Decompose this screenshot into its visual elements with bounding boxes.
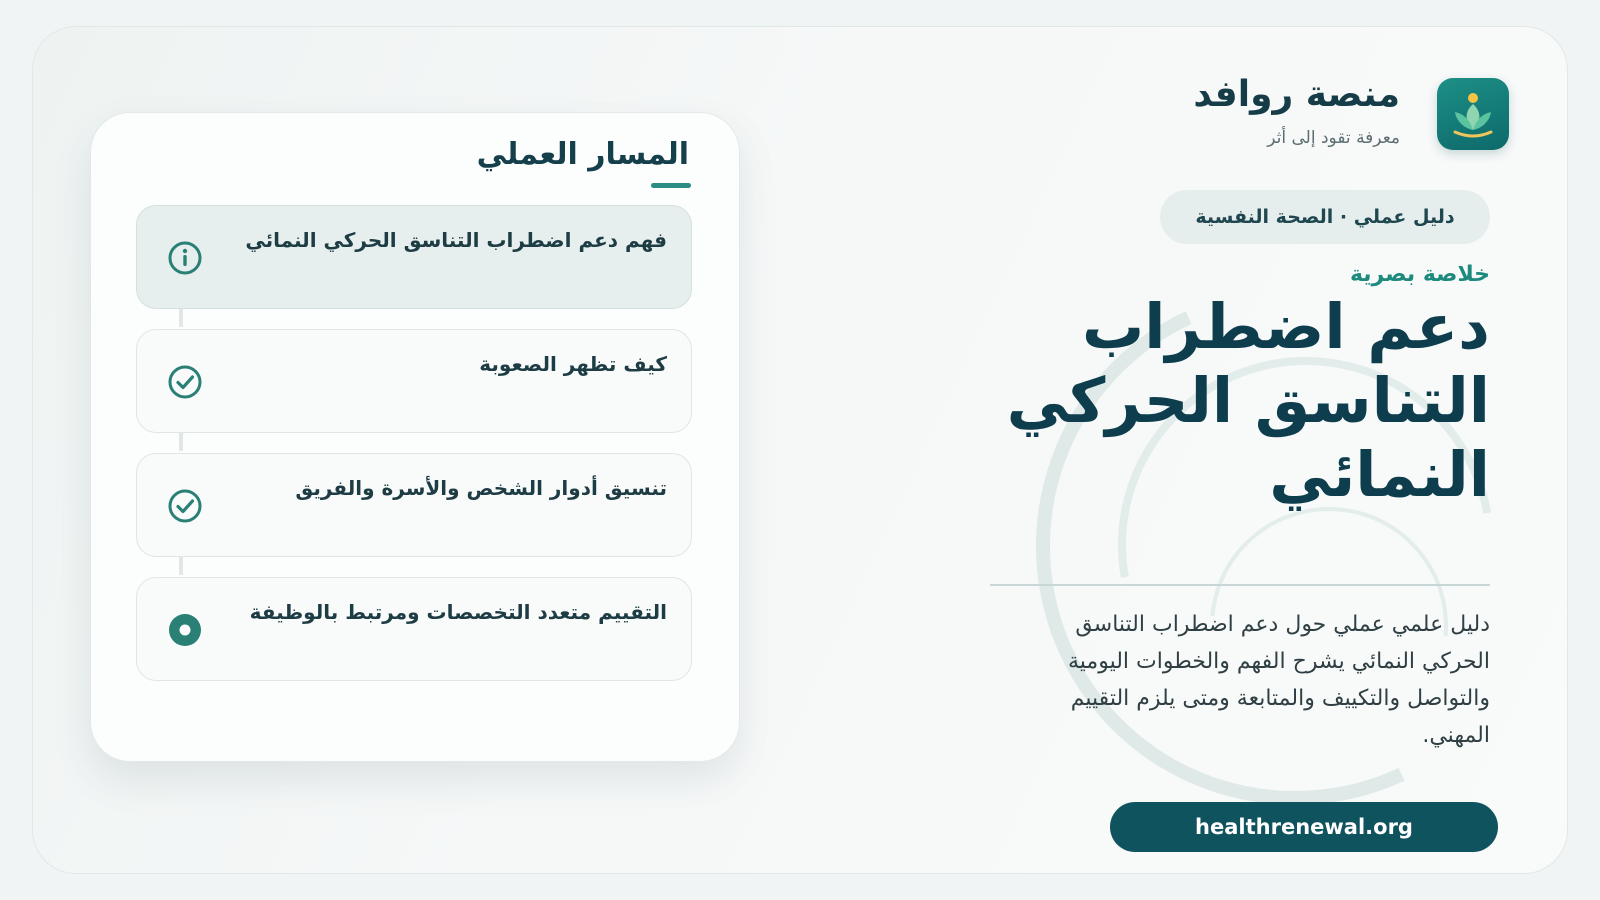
step-label: فهم دعم اضطراب التناسق الحركي النمائي xyxy=(245,228,667,252)
category-pill: دليل عملي · الصحة النفسية xyxy=(1160,190,1490,244)
divider xyxy=(990,584,1490,586)
step-item-roles[interactable] xyxy=(136,453,692,557)
step-item-understanding[interactable] xyxy=(136,205,692,309)
dot-circle-icon xyxy=(167,612,203,648)
step-connector xyxy=(179,431,183,451)
brand-name: منصة روافد xyxy=(1193,74,1400,115)
step-connector xyxy=(179,555,183,575)
step-label: التقييم متعدد التخصصات ومرتبط بالوظيفة xyxy=(249,600,667,624)
practical-path-card xyxy=(90,112,740,762)
step-item-how-it-appears[interactable] xyxy=(136,329,692,433)
card-title: المسار العملي xyxy=(476,137,689,172)
description-text: دليل علمي عملي حول دعم اضطراب التناسق الحركي النمائي يشرح الفهم والخطوات اليومية والتواصل والتكييف والمتابعة ومتى يلزم التقييم المهني. xyxy=(1068,612,1490,748)
title-underline xyxy=(651,183,691,188)
step-connector xyxy=(179,307,183,327)
website-link-button[interactable]: healthrenewal.org xyxy=(1110,802,1498,852)
check-circle-icon xyxy=(167,364,203,400)
kicker-label: خلاصة بصرية xyxy=(1349,262,1490,287)
check-circle-icon xyxy=(167,488,203,524)
page-title: دعم اضطراب التناسق الحركي النمائي xyxy=(1006,290,1490,511)
brand-tagline: معرفة تقود إلى أثر xyxy=(1267,128,1400,148)
step-item-assessment[interactable] xyxy=(136,577,692,681)
brand-logo-icon xyxy=(1437,78,1509,150)
info-circle-icon xyxy=(167,240,203,276)
step-label: تنسيق أدوار الشخص والأسرة والفريق xyxy=(295,476,667,500)
step-label: كيف تظهر الصعوبة xyxy=(479,352,667,376)
